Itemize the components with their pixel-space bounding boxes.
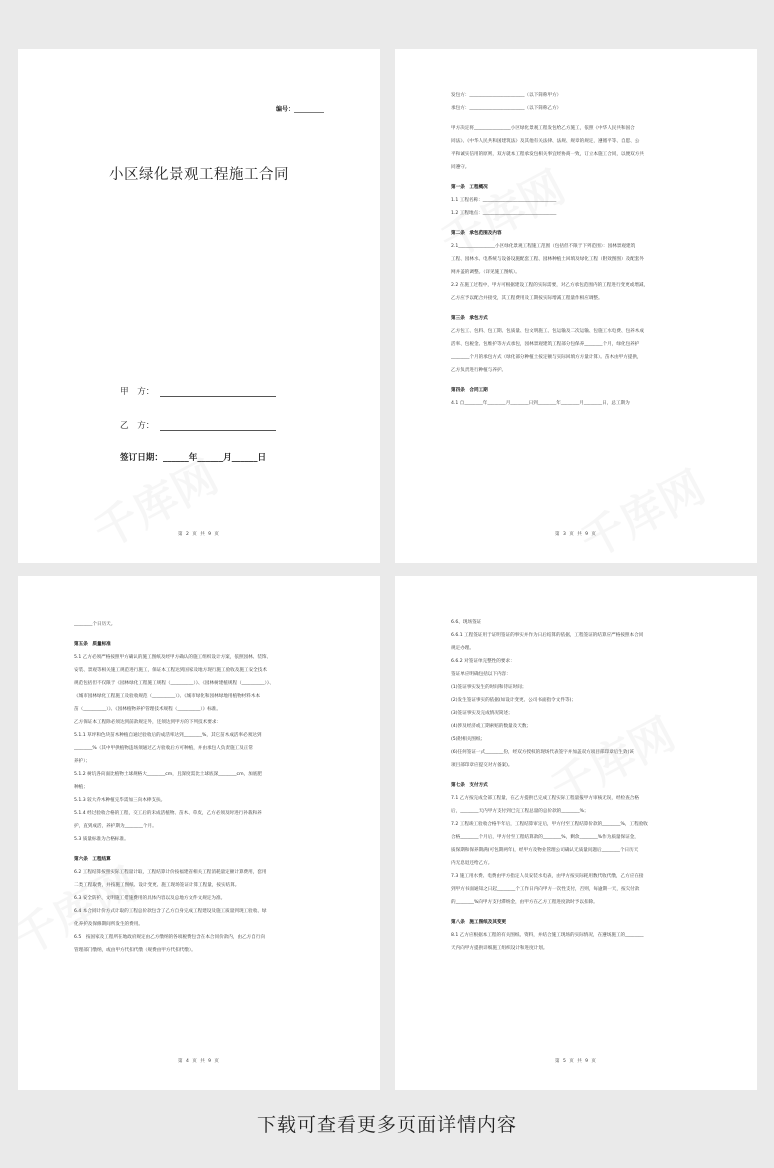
text-line: 后，________天内甲方支付到已完工程总量的总价款的________%；: [451, 809, 589, 814]
text-line: (5)附相关图纸；: [451, 737, 486, 742]
text-line: (6)任何签证一式________份，经双方授权的现场代表签字并加盖双方项目部印章后生效(该: [451, 750, 634, 755]
text-line: 工程、园林水、电系统与设备设施配套工程、园林种植土回填及绿化工程（附效图图）及配套外: [451, 257, 644, 262]
text-line: 项目部印章应提交对方备案)。: [451, 763, 513, 768]
text-line: ________%（其中甲供植物违场须通过乙方验收后方可种植，并由承包人负责施工及正常: [74, 746, 253, 751]
text-line: 同法》、《中华人民共和国建筑法》及其他有关法律、法规、规章的规定，遵循平等、自愿、公: [451, 139, 640, 144]
text-line: 天内向甲方提供详细施工组织设计和进度计划。: [451, 946, 548, 951]
text-line: 同遵守。: [451, 165, 470, 170]
party-a-line: [160, 389, 276, 397]
text-line: 管理部门缴纳，或由甲方代扣代缴（规费由甲方代扣代缴）。: [74, 948, 196, 953]
text-line: 5.1.3 较大乔木种植完毕需加三向木棒支扶。: [74, 798, 166, 803]
text-line: (2)发生签证事实的依据(如设计变更、公司书面指令文件等)；: [451, 698, 576, 703]
text-line: 6.6、现场签证: [451, 620, 482, 625]
text-line: 质保期和保养期满(可包期两年)，经甲方及物业管理公司确认无质量问题后________个日历天: [451, 848, 639, 853]
text-line: 7.2 工程竣工验收合格半年后，工程结算审定后，甲方付至工程结算价款的________%，工程验收: [451, 822, 648, 827]
party-b-row: [120, 419, 276, 431]
text-line: 安装、景观等相关施工规范进行施工，保证本工程达到国家及地方现行施工验收及施工安全技术: [74, 668, 267, 673]
section-heading: 第三条 承包方式: [451, 316, 488, 321]
page-body: [74, 618, 324, 957]
page-number: 第 5 页 共 9 页: [555, 1059, 597, 1064]
page-body: [451, 616, 701, 955]
text-line: (1)签证事实发生的时间和待证时间；: [451, 685, 527, 690]
text-line: 乙方包工、包料、包工期、包质量、包文明施工、包运输及二次运输、包施工水电费、包养木成: [451, 329, 644, 334]
text-line: 6.5 按国家及工程所在地政府规定由乙方缴纳的各项税费包含在本合同价款内，由乙方自行向: [74, 935, 266, 940]
page-number: 第 2 页 共 9 页: [178, 532, 220, 537]
text-line: 乙方保证本工程除必须达到前款规定外，还须达到甲方的下列技术要求：: [74, 720, 222, 725]
text-line: 5.1 乙方必须严格按照甲方确认的施工图纸及经甲方确认的施工组织设计方案，依照园林、装饰、: [74, 655, 272, 660]
text-line: 5.1.2 树坑各向面比植物土球规格大________cm，且深度需比土球底深________cm，加底肥: [74, 772, 262, 777]
text-line: 2.1________________小区绿化景观工程施工范围（包括但不限于下列范围）：园林景观建筑: [451, 244, 636, 249]
contract-title: 小区绿化景观工程施工合同: [109, 167, 289, 183]
text-line: 内无息退还给乙方。: [451, 861, 493, 866]
section-heading: 第七条 支付方式: [451, 783, 488, 788]
text-line: 规定办理。: [451, 646, 474, 651]
contract-number: 编号：__________: [275, 106, 324, 113]
page-number: 第 4 页 共 9 页: [178, 1059, 220, 1064]
text-line: 养护）；: [74, 759, 91, 764]
text-line: (3)签证事实及完成情况简述；: [451, 711, 513, 716]
download-banner: 下载可查看更多页面详情内容: [256, 1114, 517, 1136]
text-line: 6.3 安全防护、文明施工措施费用的具体内容以及总地方文件文规定为准。: [74, 896, 226, 901]
sign-date: 签订日期：______年______月______日: [120, 453, 267, 463]
text-line: 化养护及保修期间所发生的费用。: [74, 922, 143, 927]
text-line: 乙方负责进行种植与养护。: [451, 368, 507, 373]
party-b-line: [160, 423, 276, 431]
contract-page-2: [18, 49, 380, 563]
section-heading: 第一条 工程概况: [451, 185, 488, 190]
text-line: 平和诚实信用的原则，双方就本工程承发包相关事宜经协商一致，订立本施工合同，以便双方共: [451, 152, 644, 157]
text-line: 到甲方书面通知之日起________个工作日内向甲方一次性支付，否则，每逾期一天，按欠付款: [451, 887, 640, 892]
page-body: [451, 89, 701, 410]
text-line: 种植；: [74, 785, 88, 790]
text-line: 苗（__________）》、《园林植物养护管理技术规程（__________）》标准。: [74, 707, 221, 712]
text-line: 发包方：________________________（以下简称甲方）: [451, 93, 562, 98]
text-line: ________个日历天。: [74, 622, 116, 627]
watermark: [568, 452, 715, 563]
text-line: 护，直到成活，养护期为________个月。: [74, 824, 157, 829]
section-heading: 第六条 工程结算: [74, 857, 111, 862]
text-line: 4.1 自________年________月________日到________年________月________日，总工期为: [451, 401, 630, 406]
text-line: 签证单应明确包括以下内容：: [451, 672, 511, 677]
text-line: 的________%向甲方支付滞纳金，由甲方在乙方工程进度款时予以扣除。: [451, 900, 598, 905]
section-heading: 第二条 承包范围及内容: [451, 231, 502, 236]
text-line: 网并盖的调整。（详见施工图纸）。: [451, 270, 520, 275]
contract-page-4: [18, 576, 380, 1090]
party-b-label: 乙 方：: [120, 421, 155, 431]
text-line: 承包方：________________________（以下简称乙方）: [451, 106, 562, 111]
contract-page-5: [395, 576, 757, 1090]
text-line: 6.2 工程结算按照实际工程量计取，工程结算计价按福建省相关工程消耗量定额计算费用，套用: [74, 870, 267, 875]
text-line: 8.1 乙方应根据本工程的有关图纸、资料，并结合施工现场的实际情况，在遵场施工的________: [451, 933, 644, 938]
party-a-row: [120, 385, 276, 397]
text-line: 7.3 施工用水费、电费由甲方指定人员安装水电表，由甲方按实际耗用数代收代缴，乙方应在接: [451, 874, 644, 879]
text-line: 活率、包税金、包维护等方式承包，园林景观建筑工程部分包保养________个月，绿化包养护: [451, 342, 640, 347]
text-line: 合格________个月后，甲方付至工程结算款的________%，剩余________%作为质量保证金，: [451, 835, 639, 840]
text-line: 规范包括但不仅限于《园林绿化工程施工规程（__________）》、《园林树建植规程（__________）》、: [74, 681, 274, 686]
section-heading: 第五条 质量标准: [74, 642, 111, 647]
text-line: 二类工程取费，并按施工图纸、设计变更、施工现场签证计算工程量，按实结算。: [74, 883, 240, 888]
text-line: 甲方决定将________________小区绿化景观工程发包给乙方施工，依照《中华人民共和国合: [451, 126, 635, 131]
text-line: 6.4 本合同计价方式计取的工程总价款包含了乙方自身完成工程建设及施工质量到现工验收、绿: [74, 909, 267, 914]
text-line: 5.1.4 经过验收合格的工程，交工后的未成活植物、苗木、草皮，乙方必须及时进行补栽和养: [74, 811, 262, 816]
text-line: 5.3 质量标准为合格标准。: [74, 837, 129, 842]
section-heading: 第四条 合同工期: [451, 388, 488, 393]
text-line: ________个月的承包方式（绿化部分种植土按定额与实际回填方方量计算）。苗木由甲方提供，: [451, 355, 642, 360]
text-line: 6.6.1 工程签证用于证明签证的事实并作为日后结算的依据，工程签证的结算应严格按照本合同: [451, 633, 644, 638]
section-heading: 第八条 施工图纸及其变更: [451, 920, 507, 925]
text-line: (4)涉及经济或工期索赔的数量及天数；: [451, 724, 532, 729]
text-line: 《城市园林绿化工程施工及验收规范（__________）》、《城市绿化和园林绿地用植物材料木本: [74, 694, 261, 699]
page-number: 第 3 页 共 9 页: [555, 532, 597, 537]
text-line: 1.2 工程地点：________________________________: [451, 211, 557, 216]
text-line: 1.1 工程名称：________________________________: [451, 198, 557, 203]
text-line: 7.1 乙方按完成全部工程量，在乙方提供已完成工程实际工程量报甲方审核无误，经检查合格: [451, 796, 639, 801]
text-line: 乙方应予以配合并接受，其工程费用及工期按实际增减工程量作相应调整。: [451, 296, 603, 301]
party-a-label: 甲 方：: [120, 387, 155, 397]
text-line: 6.6.2 对签证单完整性的要求：: [451, 659, 515, 664]
text-line: 2.2 在施工过程中，甲方可根据建设工程的实际需要，对乙方承包范围内的工程进行变更或增减，: [451, 283, 649, 288]
contract-page-3: [395, 49, 757, 563]
text-line: 5.1.1 草坪和色块苗木种植自通过验收后的成活率达到________%，其它苗木成活率必须达到: [74, 733, 262, 738]
